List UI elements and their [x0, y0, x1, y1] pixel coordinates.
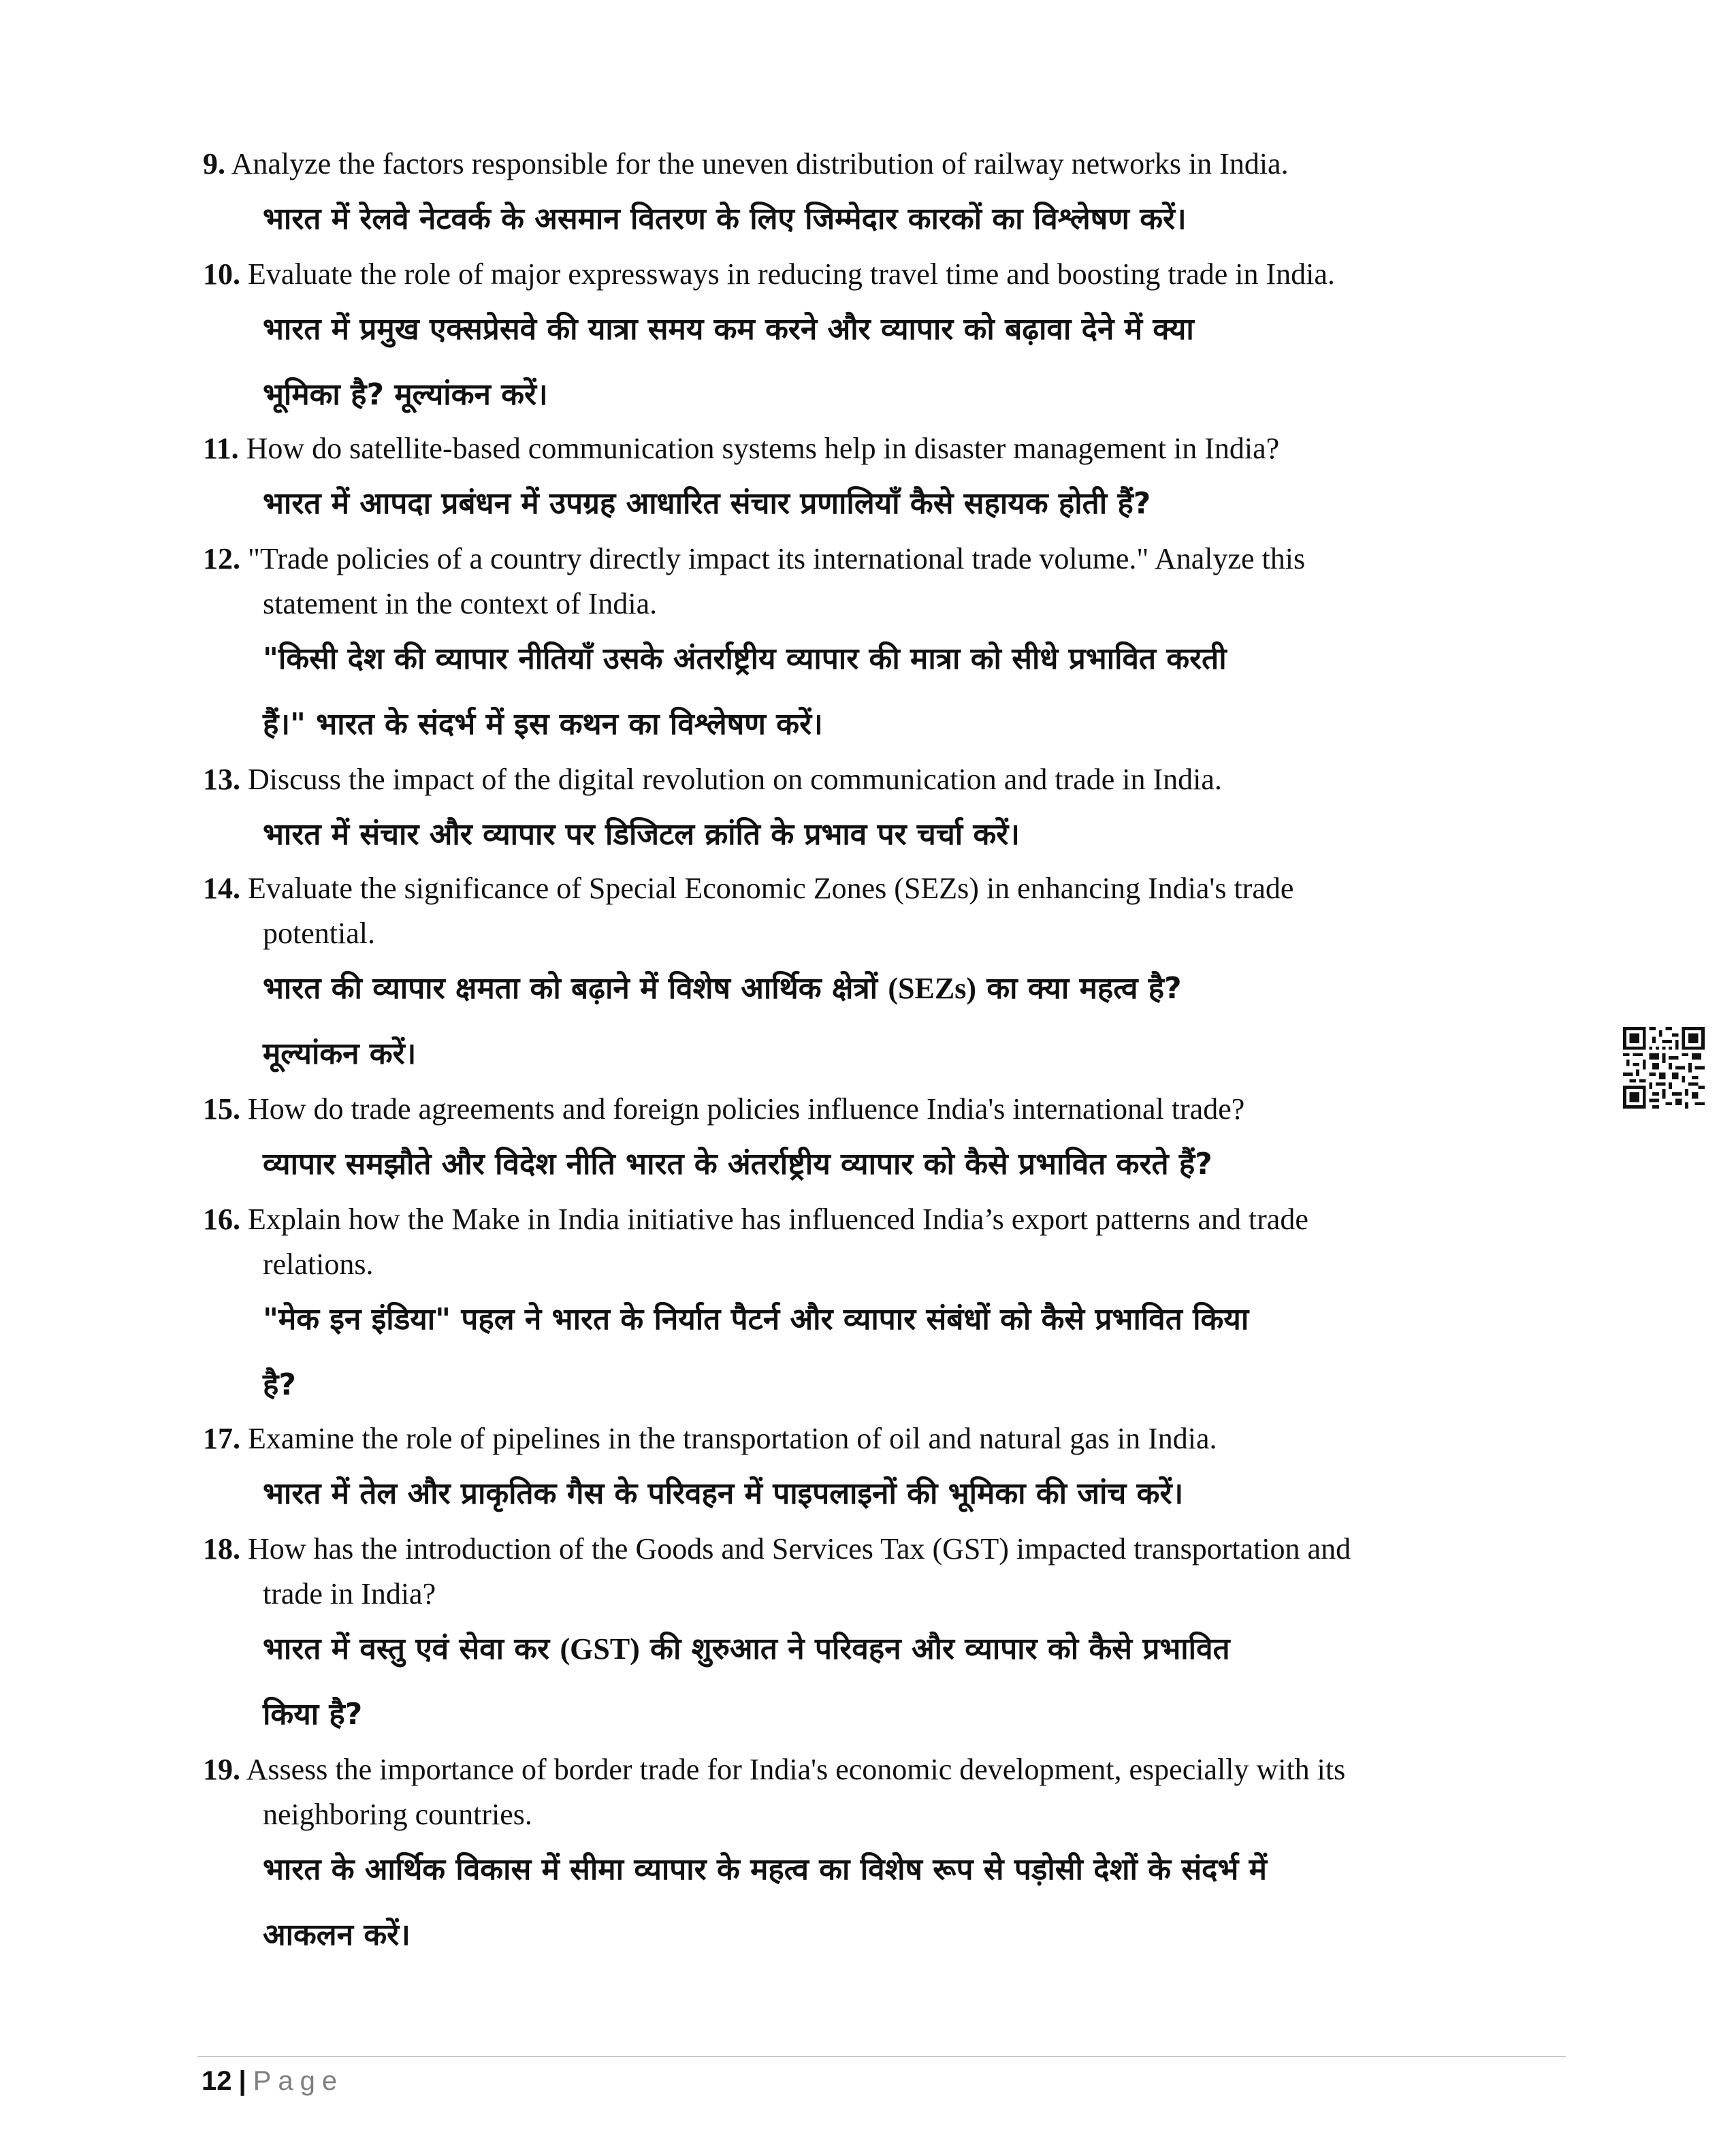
question-number: 13. — [203, 763, 240, 796]
question-text-en: Explain how the Make in India initiative has influenced India’s export patterns and trade — [248, 1203, 1308, 1236]
question-en — [203, 757, 1551, 802]
question-en-cont — [203, 582, 1551, 626]
question-text-hi: "मेक इन इंडिया" पहल ने भारत के निर्यात पैटर्न और व्यापार संबंधों को कैसे प्रभावित किया — [263, 1302, 1249, 1337]
question-12 — [203, 537, 1551, 757]
question-en — [203, 426, 1551, 471]
question-9 — [203, 142, 1551, 252]
question-13 — [203, 757, 1551, 868]
question-text-hi-abbr: (SEZs) — [888, 972, 976, 1005]
question-text-en-cont: potential. — [263, 917, 375, 950]
question-text-hi: व्यापार समझौते और विदेश नीति भारत के अंतर्राष्ट्रीय व्यापार को कैसे प्रभावित करते हैं? — [263, 1147, 1212, 1181]
question-11 — [203, 426, 1551, 537]
question-text-en-cont: relations. — [263, 1248, 374, 1281]
question-14 — [203, 866, 1551, 1087]
question-en — [203, 537, 1551, 582]
question-17 — [203, 1416, 1551, 1527]
question-en — [203, 866, 1551, 911]
question-text-hi-post: की शुरुआत ने परिवहन और व्यापार को कैसे प्रभावित — [650, 1632, 1230, 1666]
question-text-en: Assess the importance of border trade for India's economic development, especially with its — [246, 1753, 1346, 1786]
question-text-hi-pre: भारत की व्यापार क्षमता को बढ़ाने में विशेष आर्थिक क्षेत्रों — [263, 971, 878, 1006]
question-en — [203, 1747, 1551, 1792]
question-text-hi-cont: किया है? — [263, 1697, 363, 1732]
footer-separator: | — [238, 2066, 246, 2096]
question-en-cont — [203, 911, 1551, 956]
question-text-en: Examine the role of pipelines in the transportation of oil and natural gas in India. — [248, 1422, 1217, 1455]
question-text-hi — [203, 956, 1551, 1021]
question-text-hi-abbr: (GST) — [560, 1632, 640, 1666]
question-number: 9. — [203, 147, 225, 180]
question-text-hi-cont: हैं।" भारत के संदर्भ में इस कथन का विश्लेषण करें। — [263, 707, 823, 742]
question-number: 14. — [203, 872, 240, 905]
question-text-hi: भारत के आर्थिक विकास में सीमा व्यापार के महत्व का विशेष रूप से पड़ोसी देशों के संदर्भ में — [263, 1852, 1267, 1887]
question-en — [203, 1087, 1551, 1132]
question-text-en: Analyze the factors responsible for the uneven distribution of railway networks in India. — [231, 147, 1289, 180]
question-en-cont — [203, 1242, 1551, 1287]
question-text-hi: भारत में तेल और प्राकृतिक गैस के परिवहन में पाइपलाइनों की भूमिका की जांच करें। — [263, 1476, 1184, 1511]
question-en — [203, 1416, 1551, 1461]
question-en-cont — [203, 1572, 1551, 1617]
question-text-en-cont: trade in India? — [263, 1577, 436, 1610]
page-label: Page — [253, 2066, 344, 2096]
question-text-en: How has the introduction of the Goods and Services Tax (GST) impacted transportation and — [248, 1532, 1351, 1566]
page-footer — [202, 2062, 344, 2100]
question-18 — [203, 1527, 1551, 1747]
question-number: 19. — [203, 1753, 240, 1786]
question-text-hi-cont: आकलन करें। — [263, 1918, 411, 1952]
question-en — [203, 142, 1551, 187]
question-text-en: "Trade policies of a country directly impact its international trade volume." Analyze this — [248, 542, 1306, 575]
question-en-cont — [203, 1792, 1551, 1837]
question-text-en: Evaluate the role of major expressways in reducing travel time and boosting trade in India. — [248, 257, 1335, 291]
question-10 — [203, 252, 1551, 428]
question-text-en: Discuss the impact of the digital revolution on communication and trade in India. — [248, 763, 1222, 796]
question-text-hi-cont: है? — [263, 1367, 296, 1402]
question-text-hi-post: का क्या महत्व है? — [986, 971, 1182, 1006]
question-en — [203, 1527, 1551, 1572]
question-text-en-cont: statement in the context of India. — [263, 587, 658, 620]
footer-divider — [197, 2056, 1566, 2057]
question-number: 15. — [203, 1092, 240, 1126]
question-number: 10. — [203, 257, 240, 291]
question-16 — [203, 1197, 1551, 1418]
question-text-hi: भारत में रेलवे नेटवर्क के असमान वितरण के लिए जिम्मेदार कारकों का विश्लेषण करें। — [263, 202, 1187, 236]
question-text-hi-cont: भूमिका है? मूल्यांकन करें। — [263, 377, 548, 412]
page-number: 12 — [202, 2066, 232, 2096]
question-text-hi: भारत में आपदा प्रबंधन में उपग्रह आधारित संचार प्रणालियाँ कैसे सहायक होती हैं? — [263, 486, 1151, 521]
question-text-hi-pre: भारत में वस्तु एवं सेवा कर — [263, 1632, 550, 1666]
question-text-en: Evaluate the significance of Special Economic Zones (SEZs) in enhancing India's trade — [248, 872, 1294, 905]
qr-code-icon[interactable] — [1623, 1027, 1705, 1109]
question-number: 17. — [203, 1422, 240, 1455]
question-number: 12. — [203, 542, 240, 575]
question-text-hi — [203, 1617, 1551, 1682]
question-number: 18. — [203, 1532, 240, 1566]
question-text-en: How do satellite-based communication systems help in disaster management in India? — [246, 432, 1280, 465]
question-en — [203, 1197, 1551, 1242]
question-en — [203, 252, 1551, 297]
question-text-en: How do trade agreements and foreign policies influence India's international trade? — [248, 1092, 1245, 1126]
question-text-hi: "किसी देश की व्यापार नीतियाँ उसके अंतर्राष्ट्रीय व्यापार की मात्रा को सीधे प्रभावित करती — [263, 641, 1227, 676]
question-number: 16. — [203, 1203, 240, 1236]
question-text-hi-cont: मूल्यांकन करें। — [263, 1036, 417, 1071]
question-text-hi: भारत में संचार और व्यापार पर डिजिटल क्रांति के प्रभाव पर चर्चा करें। — [263, 817, 1020, 852]
question-19 — [203, 1747, 1551, 1968]
question-text-en-cont: neighboring countries. — [263, 1798, 532, 1831]
question-15 — [203, 1087, 1551, 1197]
question-number: 11. — [203, 432, 239, 465]
question-text-hi: भारत में प्रमुख एक्सप्रेसवे की यात्रा समय कम करने और व्यापार को बढ़ावा देने में क्या — [263, 312, 1194, 347]
